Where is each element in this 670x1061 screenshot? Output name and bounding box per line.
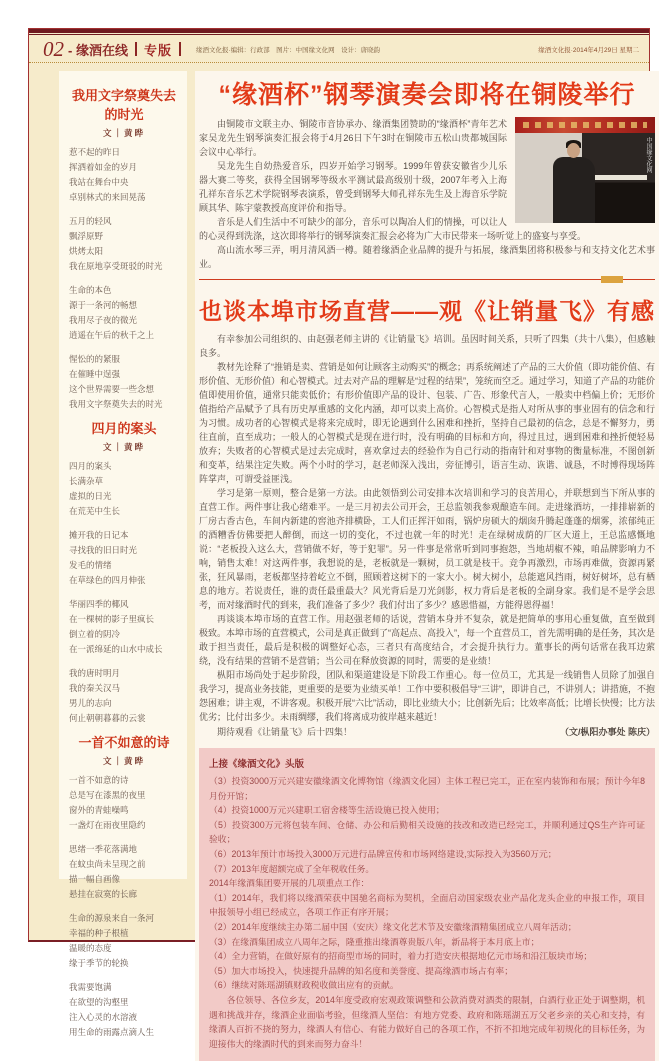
- article-paragraph: 音乐是人们生活中不可缺少的部分，音乐可以陶冶人们的情操，可以让人的心灵得到洗涤，这次即将举行的钢琴演奏汇报会必将为广大市民带来一场听觉上的盛宴与享受。: [199, 217, 587, 241]
- poem-body: [69, 145, 179, 412]
- photo-pianist: [553, 157, 595, 223]
- poem-line: 虚拟的日光: [69, 491, 112, 501]
- poetry-sidebar: [59, 71, 187, 1037]
- article-piano-recital: [199, 75, 655, 283]
- masthead-divider: [135, 42, 137, 56]
- poem-line: 四月的案头: [69, 461, 112, 471]
- poem-line: 总是写在漆黑的夜里: [69, 790, 146, 800]
- poem-line: 这个世界需要一些念想: [69, 384, 155, 394]
- masthead-divider: [179, 42, 181, 56]
- staff-credits: 缘酒文化报·编辑：行政部 图片：中国缘文化网 设计：唐晓韵: [195, 46, 381, 54]
- main-column: [195, 71, 659, 1061]
- article-paragraph: 枞阳市场尚处于起步阶段，团队和渠道建设是下阶段工作重心。每一位员工，尤其是一线销售人员除了加强自我学习，提高业务技能，更重要的是要为业绩买单！工作中要积极倡导“三讲”，即讲自己，不讲别人；讲措施，不抱怨困难；讲主观，不讲客观。积极开展“六比”活动，即比业绩大小；比创新先后；比效率高低；比增长快慢；比方法优劣；比付出多少。未雨绸缪，我们将离成功彼岸越来越近！: [199, 670, 655, 722]
- poem-line: 一首不如意的诗: [69, 775, 129, 785]
- poem-line: 我在原地享受斑驳的时光: [69, 261, 163, 271]
- poem-line: 注入心灵的水溶液: [69, 1012, 138, 1022]
- article-title: “缘酒杯”钢琴演奏会即将在铜陵举行: [218, 81, 636, 109]
- closing-line: 期待观看《让销量飞》后十四集！: [217, 727, 353, 737]
- poem-title: 一首不如意的诗: [78, 735, 170, 750]
- masthead-title: - 缘酒在线: [68, 42, 128, 58]
- continuation-line: （1）2014年，我们将以缘酒荣获中国驰名商标为契机，全面启动国家级农业产品化龙头企业的申报工作，项目申报领导小组已经成立，各项工作正有序开展；: [209, 892, 645, 918]
- article-paragraph: 吴龙先生自幼热爱音乐，四岁开始学习钢琴。1999年曾获安徽省少儿乐器大赛二等奖，获得全国钢琴等级水平测试最高级别十级，2007年考入上海孔祥东音乐艺术学院钢琴表演系，曾受到钢琴大师孔祥东先生及上海音乐学院顾其华、陈宇蒙教授高度评价和指导。: [199, 161, 507, 213]
- continuation-line: （5）加大市场投入，快速提升品牌的知名度和美誉度、提高缘酒市场占有率；: [209, 965, 513, 976]
- continuation-line: （4）全力营销，在做好原有的招商型市场的同时，着力打造安庆根据地亿元市场和沿江版块市场；: [209, 951, 593, 962]
- divider-tab: [601, 276, 623, 283]
- poem-line: 我用文字祭奠失去的时光: [69, 399, 163, 409]
- poem-title: 四月的案头: [91, 421, 157, 436]
- article-direct-sales: [199, 293, 655, 740]
- author-signature: （文/枞阳办事处 陈庆）: [559, 727, 655, 737]
- poem-title: 我用文字祭奠失去的时光: [71, 88, 176, 122]
- poem-line: 我的秦关汉马: [69, 683, 121, 693]
- poem-line: 男儿的志向: [69, 698, 112, 708]
- section-tag: 专版: [143, 42, 172, 58]
- poem-line: 在荒芜中生长: [69, 506, 121, 516]
- poem-line: 发毛的情绪: [69, 560, 112, 570]
- page-content: [29, 63, 655, 1061]
- poem-line: 挥洒着如金的岁月: [69, 162, 138, 172]
- continuation-line: （4）投资1000万元兴建职工宿舍楼等生活设施已投入使用；: [209, 805, 445, 816]
- photo-watermark: 中国缘文化网: [645, 137, 651, 173]
- poem-line: 在蚊虫尚未呈现之前: [69, 859, 146, 869]
- poem-line: 在一派绵延的山水中成长: [69, 644, 163, 654]
- poem-line: [69, 902, 179, 911]
- photo-stage-banner: [515, 117, 655, 133]
- poem-line: 生命的源泉来自一条河: [69, 913, 155, 923]
- poem-section-1: [69, 85, 179, 412]
- article-closing-row: [199, 724, 655, 740]
- article-photo: [515, 117, 655, 223]
- article-title: 也谈本埠市场直营——观《让销量飞》有感: [199, 298, 655, 324]
- poem-line: 惺忪的的紧服: [69, 354, 121, 364]
- poem-line: 烘烤太阳: [69, 246, 104, 256]
- poem-line: [69, 833, 179, 842]
- continuation-line: （5）投资300万元将包装车间、仓储、办公和后勤相关设施的技改和改造已经完工，并顺利通过QS生产许可证验收；: [209, 819, 645, 845]
- poem-line: 我需要饱满: [69, 982, 112, 992]
- poem-line: 华丽四季的椰风: [69, 599, 129, 609]
- continuation-line: （3）在缘酒集团成立八周年之际，隆重推出缘酒尊贵版八年，新品将于本月底上市；: [209, 936, 540, 947]
- poem-line: 在一棵树的影子里疯长: [69, 614, 155, 624]
- continuation-line: 2014年缘酒集团要开展的几项重点工作：: [209, 878, 370, 889]
- poem-line: 卓别林式的来回晃荡: [69, 192, 146, 202]
- article-body: [199, 117, 655, 271]
- article-paragraph: 有幸参加公司组织的、由赵强老师主讲的《让销量飞》培训。虽因时间关系，只听了四集（共十八集），但感触良多。: [199, 334, 655, 358]
- divider-line: [199, 279, 655, 280]
- article-end-divider: [199, 275, 655, 283]
- poem-line: 描一幅自画像: [69, 874, 121, 884]
- photo-piano-keys: [595, 175, 647, 180]
- continuation-line: （6）继续对陈瑶湖镇财政税收做出应有的贡献。: [209, 980, 399, 991]
- front-page-continuation-box: [199, 748, 655, 1061]
- poem-line: [69, 519, 179, 528]
- continuation-line: （7）2013年度超额完成了全年税收任务。: [209, 863, 375, 874]
- poem-line: [69, 588, 179, 597]
- poem-body: [69, 459, 179, 726]
- poem-line: 在欲望的沟壑里: [69, 997, 129, 1007]
- poem-line: 我站在舞台中央: [69, 177, 129, 187]
- continuation-title: 上接《缘酒文化》头版: [209, 759, 305, 770]
- photo-pianist-head: [567, 143, 580, 158]
- poem-line: 我用尽子夜的微光: [69, 315, 138, 325]
- poem-line: 幸福的种子根植: [69, 928, 129, 938]
- article-paragraph: 再谈谈本埠市场的直营工作。用赵强老师的话说，营销本身并不复杂，就是把简单的事用心重复做，直至做到极致。本埠市场的直营模式，公司是真正做到了“高起点、高投入”，每一个直营员工，首先需明确的是任务，其次是敢于担当责任，最后是积极的调整好心态，三者只有高度结合，才会提升执行力。董事长的两句话常在我耳边萦绕，没有结果的营销不是营销；当公司在释放资源的同时，需要的是业绩！: [199, 614, 655, 666]
- article-paragraph: 由铜陵市文联主办、铜陵市音协承办、缘酒集团赞助的“缘酒杯”青年艺术家吴龙先生钢琴演奏汇报会将于4月26日下午3时在铜陵市五松山贵都城国际会议中心举行。: [199, 119, 507, 157]
- poem-line: 飘浮原野: [69, 231, 104, 241]
- poem-byline: 文｜黄晔: [102, 442, 145, 452]
- poem-line: 思绪一季花落满地: [69, 844, 138, 854]
- poem-line: 缘于季节的轮换: [69, 958, 129, 968]
- continuation-body: [209, 774, 645, 1051]
- poem-line: 五月的轻风: [69, 216, 112, 226]
- poem-line: [69, 971, 179, 980]
- dateline: 缘酒文化报·2014年4月29日 星期二: [538, 46, 639, 54]
- poem-line: 一盏灯在雨夜里隐约: [69, 820, 146, 830]
- poem-line: 逍遥在午后的秋千之上: [69, 330, 155, 340]
- article-paragraph: 高山流水琴三弄，明月清风酒一樽。随着缘酒企业品牌的提升与拓展，缘酒集团将积极参与和支持文化艺术事业。: [199, 245, 655, 269]
- poem-line: 窗外的青蛙噪鸣: [69, 805, 129, 815]
- poem-byline: 文｜黄晔: [102, 128, 145, 138]
- poem-line: 源于一条河的畅想: [69, 300, 138, 310]
- poem-line: 悬挂在寂寞的长廊: [69, 889, 138, 899]
- poem-body: [69, 773, 179, 1040]
- poem-line: 在催睡中逞强: [69, 369, 121, 379]
- article-body: [199, 332, 655, 724]
- continuation-line: （2）2014年度继续主办第二届中国（安庆）缘文化艺术节及安徽缘酒精集团成立八周年活动；: [209, 921, 577, 932]
- poem-line: 生命的本色: [69, 285, 112, 295]
- poem-line: 在草绿色的四月伸张: [69, 575, 146, 585]
- poem-line: [69, 343, 179, 352]
- top-rule: [29, 29, 649, 36]
- poem-line: 我的唐时明月: [69, 668, 121, 678]
- poem-line: [69, 657, 179, 666]
- poem-byline: 文｜黄晔: [102, 756, 145, 766]
- masthead: [29, 36, 649, 63]
- poem-line: 寻找我的旧日时光: [69, 545, 138, 555]
- article-paragraph: 学习是第一原则，整合是第一方法。由此领悟到公司安排本次培训和学习的良苦用心，并联想到当下所从事的直营工作。两件事让我心绪难平。一是三月初去公司开会，王总监领我参观酿造车间。走进缘酒坊，一排排崭新的厂房古香古色，车间内新建的窖池齐排横卧，工人们正挥汗如雨，锅炉房硕大的烟囱升腾起蓬蓬的烟雾，浓郁纯正的酒糟香仿佛要把人醉倒，而这一切的变化，不过也就一年的时光！走在绿树成荫的厂区大道上，王总监感慨地说：“老板投入这么大，营销做不好，等于犯罪”。另一件事是常常听到同事抱怨，当地胡椒不辣，咱品牌影响力不响，销售太难！对这两件事，我想说的是，老板就是一颗树，员工就是枝干。竞争再激烈，市场再难做，资源再紧张，狂风暴雨，老板都坚持着屹立不倒，照顾着这树下的一家大小。树大树小，总能遮风挡雨，树好树坏，总有栖息的地方。若说责任，谁的责任最重最大？风光背后是刀光剑影，权力背后是老板的全副身家。我们是不是学会思考，而对缘酒时代的到来，我们准备了多少？我们付出了多少？感恩惜福，方能得恩得福！: [199, 488, 655, 610]
- poem-line: 何止朝朝暮暮的云裳: [69, 713, 146, 723]
- poem-section-2: [69, 418, 179, 726]
- poem-line: 惹不起的昨日: [69, 147, 121, 157]
- poem-section-3: [69, 732, 179, 1040]
- continuation-line: （3）投资3000万元兴建安徽缘酒文化博物馆（缘酒文化园）主体工程已完工，正在室内装饰和布展；预计今年8月份开馆；: [209, 776, 645, 801]
- poem-line: [69, 205, 179, 214]
- continuation-line: （6）2013年预计市场投入3000万元进行品牌宣传和市场网络建设,实际投入为3560万元；: [209, 848, 557, 859]
- edition-number: 02: [43, 36, 64, 61]
- poem-line: 摊开我的日记本: [69, 530, 129, 540]
- article-paragraph: 教材先诠释了“推销是卖、营销是如何让顾客主动购买”的概念；再系统阐述了产品的三大价值（即功能价值、有形价值、无形价值）和心智模式。过去对产品的理解是“过程的结果”，笼统而空乏。通过学习，知道了产品的功能价值即使用价值，通常只能卖低价；有形价值即产品的设计、包装、广告、形象代言人，一般卖中档偏上价；无形价值指给产品赋予了具有历史厚重感的文化内涵，却可以卖上高价。心智模式是指人对所从事的事业固有的信念和行为习惯。成功者的心智模式是将来完成时，即无论遇到什么困难和挫折，坚持自己最初的信念，总是不懈努力，勇往直前，直至成功；一般人的心智模式是现在进行时，没有明确的目标和方向，得过且过，遇到困难和挫折便轻易放弃；失败者的心智模式是过去完成时，喜欢拿过去的经验作为自己行动的指南针和对事物的衡量标准，不图创新和变革，结果注定失败。两个小时的学习，赵老师深入浅出，旁征博引，语言生动、诙谐、诚恳，不时博得现场阵阵掌声，可谓受益匪浅。: [199, 362, 655, 484]
- poem-line: [69, 274, 179, 283]
- poem-line: 温暖的态度: [69, 943, 112, 953]
- poem-line: 用生命的雨露点滴人生: [69, 1027, 155, 1037]
- poem-line: 长满杂草: [69, 476, 104, 486]
- page-frame: [28, 28, 655, 1049]
- poem-line: 倒立着的阴冷: [69, 629, 121, 639]
- continuation-line: 各位领导、各位乡友，2014年度受政府宏观政策调整和公款消费对酒类的限制，白酒行业正处于调整期，机遇和挑战并存，缘酒企业面临考验，但缘酒人坚信：有地方党委、政府和陈瑶湖五万父老乡亲的关心和支持，有缘酒人百折不挠的努力，缘酒人有信心、有能力做好自己的各项工作，不折不扣地完成年初规化的目标任务，为迎接伟大的缘酒时代的到来而努力奋斗！: [209, 994, 645, 1049]
